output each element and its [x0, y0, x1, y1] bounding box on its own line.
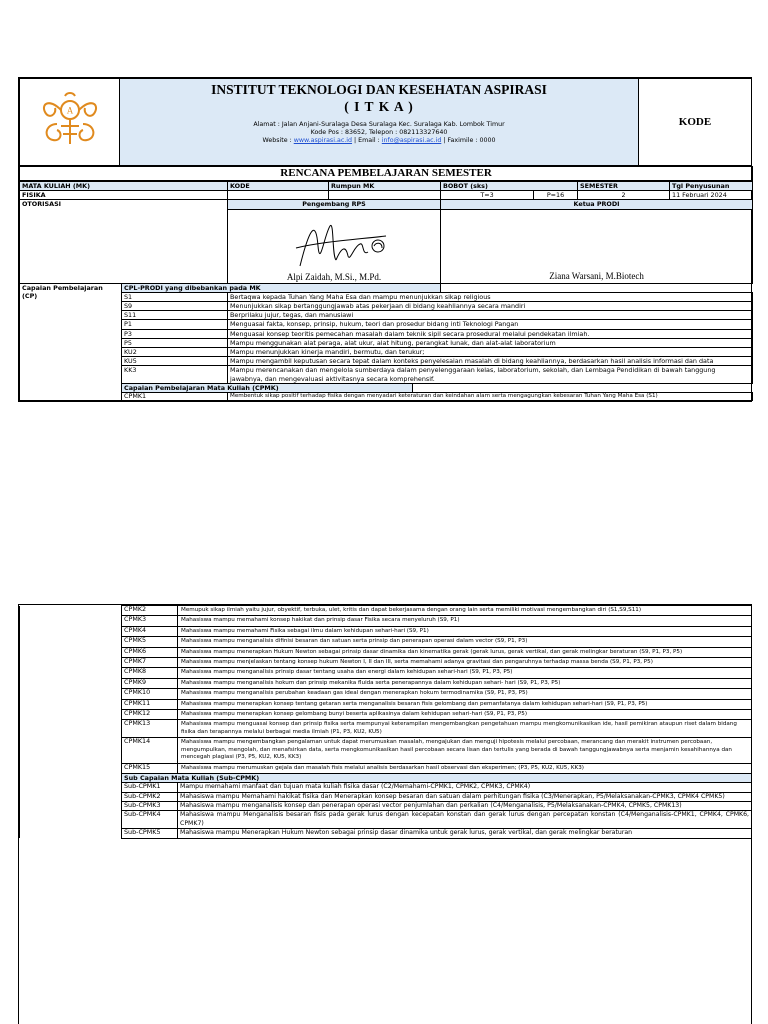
- website-label: Website :: [262, 137, 292, 145]
- cpmk-row: [20, 720, 752, 738]
- institution-address: Alamat : Jalan Anjani-Suralaga Desa Suralaga Kec. Suralaga Kab. Lombok Timur: [253, 121, 505, 128]
- cpmk-row: [20, 616, 752, 626]
- document-title: RENCANA PEMBELAJARAN SEMESTER: [20, 167, 753, 182]
- cpl-code: KU5: [122, 357, 228, 366]
- kode-col-label: KODE: [228, 181, 329, 191]
- cpmk-text: Mahasiswa mampu menganalisis difinisi besaran dan satuan serta prinsip dan penerapan operasi dalam vector (S9, P1, P3): [178, 637, 752, 647]
- bobot-p: P=16: [534, 191, 578, 200]
- semester-label: SEMESTER: [578, 181, 670, 191]
- left-blank: [20, 616, 122, 626]
- institution-abbr: ( I T K A ): [344, 99, 414, 114]
- cpmk-header-blank: [413, 383, 753, 392]
- cpmk-text: Mahasiswa mampu menganalisis perubahan keadaan gas ideal dengan menerapkan hokum termodinamika (S9, P1, P3, P5): [178, 689, 752, 699]
- bobot-label: BOBOT (sks): [441, 181, 578, 191]
- email-link[interactable]: info@aspirasi.ac.id: [381, 137, 442, 145]
- subcpmk-row: [20, 829, 752, 838]
- cpmk-code: CPMK1: [122, 393, 228, 401]
- cpl-text: Mampu menunjukkan kinerja mandiri, bermutu, dan terukur;: [228, 348, 753, 357]
- left-blank: [20, 801, 122, 810]
- developer-label: Pengembang RPS: [228, 200, 441, 209]
- cpl-code: S1: [122, 292, 228, 301]
- cpmk-code: CPMK7: [122, 658, 178, 668]
- subcpmk-text: Mampu memahami manfaat dan tujuan mata kuliah fisika dasar (C2/Memahami-CPMK1, CPMK2, CPMK3, CPMK4): [178, 783, 752, 792]
- head-label: Ketua PRODI: [441, 200, 753, 209]
- left-blank: [20, 783, 122, 792]
- cpmk-code: CPMK15: [122, 763, 178, 773]
- cpl-code: KU2: [122, 348, 228, 357]
- left-blank: [20, 811, 122, 829]
- fax-text: | Faximile : 0000: [443, 137, 496, 145]
- cpl-text: Mampu mengambil keputusan secara tepat dalam konteks penyelesaian masalah di bidang keahliannya, berdasarkan hasil analisis informasi dan data: [228, 357, 753, 366]
- head-name: Ziana Warsani, M.Biotech: [549, 270, 644, 281]
- subcpmk-row: [20, 811, 752, 829]
- cpmk-code: CPMK6: [122, 647, 178, 657]
- left-blank: [20, 647, 122, 657]
- cpmk-text: Mahasiswa mampu menganalisis hokum dan prinsip mekanika fluida serta penerapannya dalam kehidupan sehari- hari (S9, P1, P3, P5): [178, 678, 752, 688]
- left-blank: [20, 710, 122, 720]
- cpmk-code: CPMK11: [122, 699, 178, 709]
- cpl-code: S9: [122, 302, 228, 311]
- kode-value: [228, 191, 329, 200]
- cpmk-row: [20, 710, 752, 720]
- cpmk-code: CPMK13: [122, 720, 178, 738]
- rps-page-2: [18, 604, 752, 1024]
- tgl-value: 11 Februari 2024: [670, 191, 753, 200]
- cpl-code: P5: [122, 338, 228, 347]
- cpmk-text: Mahasiswa mampu memahami Fisika sebagai ilmu dalam kehidupan sehari-hari (S9, P1): [178, 626, 752, 636]
- kode-label: KODE: [639, 79, 752, 166]
- cp-label-line-1: Capaian Pembelajaran: [22, 283, 103, 292]
- logo-cell: [20, 79, 120, 166]
- institution-contact: Kode Pos : 83652, Telepon : 082113327640: [310, 129, 448, 137]
- cpmk-text: Mahasiswa mampu merumuskan gejala dan masalah fisis melalui analisis berdasarkan hasil observasi dan eksperimen; (P3, P5, KU2, KU5, KK3): [178, 763, 752, 773]
- cpmk-text: Mahasiswa mampu menerapkan Hukum Newton sebagai prinsip dasar dinamika dan kinematika gerak (gerak lurus, gerak vertikal, dan gerak melingkar beraturan (S9, P1, P3, P5): [178, 647, 752, 657]
- mk-value: FISIKA: [20, 191, 228, 200]
- subcpmk-code: Sub-CPMK3: [122, 801, 178, 810]
- cp-label: [20, 283, 122, 383]
- bobot-t: T=3: [441, 191, 534, 200]
- left-blank: [20, 763, 122, 773]
- cpmk-row: [20, 606, 752, 616]
- cpmk-header: Capaian Pembelajaran Mata Kuliah (CPMK): [122, 383, 413, 392]
- institution-name: INSTITUT TEKNOLOGI DAN KESEHATAN ASPIRASI: [211, 82, 547, 97]
- subcpmk-row: [20, 801, 752, 810]
- cpmk-code: CPMK8: [122, 668, 178, 678]
- otorisasi-label: OTORISASI: [20, 200, 228, 283]
- subcpmk-header: Sub Capaian Mata Kuliah (Sub-CPMK): [122, 773, 752, 782]
- cpmk-continuation-table: [19, 605, 752, 839]
- cpl-text: Berprilaku jujur, tegas, dan manusiawi: [228, 311, 753, 320]
- left-blank: [20, 626, 122, 636]
- cpl-text: Mampu menggunakan alat peraga, alat ukur, alat hitung, perangkat lunak, dan alat-alat laboratorium: [228, 338, 753, 347]
- cpmk-text: Mahasiswa mampu menerapkan konsep tentang getaran serta menganalisis besaran fisis gelombang dan pemanfatanya dalam kehidupan sehari-hari (S9, P1, P3, P5): [178, 699, 752, 709]
- developer-name: Alpi Zaidah, M.Si., M.Pd.: [286, 271, 382, 282]
- cpmk-row: [20, 658, 752, 668]
- cpl-header-blank: [441, 283, 753, 292]
- left-blank: [20, 829, 122, 838]
- cpmk-code: CPMK4: [122, 626, 178, 636]
- institution-web-line: [122, 137, 636, 145]
- subcpmk-text: Mahasiswa mampu menganalisis konsep dan penerapan operasi vector penjumlahan dan perkalian (C4/Menganalisis, P5/Melaksanakan-CPMK4, CPMK5, CPMK13): [178, 801, 752, 810]
- cpmk-row: [20, 763, 752, 773]
- subcpmk-code: Sub-CPMK1: [122, 783, 178, 792]
- cpmk-row: [20, 647, 752, 657]
- left-blank: [20, 637, 122, 647]
- head-signature-cell: [441, 209, 753, 283]
- cpmk-row: [20, 626, 752, 636]
- cpmk-code: CPMK12: [122, 710, 178, 720]
- cpl-text: Menguasai fakta, konsep, prinsip, hukum, teori dan prosedur bidang inti Teknologi Pangan: [228, 320, 753, 329]
- cpmk-text: Mahasiswa mampu mengembangkan pengalaman untuk dapat merumuskan masalah, mengajukan dan menguji hipotesis melalui percobaan, merancang dan merakit instrumen percobaan, mengumpulkan, mengolah, dan menafsirkan data, serta mengkomunikasikan hasil percobaan secara lisan dan tertulis yang berada di bawah tanggungjawabnya serta menjamin kesahihannya dan mencegah plagiasi (P3, P5, KU2, KU5, KK3): [178, 738, 752, 763]
- subcpmk-text: Mahasiswa mampu Menganalisis besaran fisis pada gerak lurus dengan kecepatan konstan dan gerak lurus dengan percepatan konstan (C4/Menganalisis-CPMK1, CPMK4, CPMK6, CPMK7): [178, 811, 752, 829]
- semester-value: 2: [578, 191, 670, 200]
- cpmk-row: [20, 699, 752, 709]
- cpmk-text: Mahasiswa mampu menganalisis prinsip dasar tentang usaha dan energi dalam kehidupan sehari-hari (S9, P1, P3, P5): [178, 668, 752, 678]
- cpmk-code: CPMK9: [122, 678, 178, 688]
- left-blank: [20, 720, 122, 738]
- institution-logo-icon: [37, 90, 103, 150]
- subcpmk-text: Mahasiswa mampu Memahami hakikat fisika dan Menerapkan konsep besaran dan satuan dalam perhitungan fisika (C3/Menerapkan, P5/Melaksanakan-CPMK3, CPMK4 CPMK5): [178, 792, 752, 801]
- cp-label-line-2: (CP): [22, 291, 38, 300]
- cpl-text: Menguasai konsep teoritis pemecahan masalah dalam teknik sipil secara prosedural melalui pendekatan ilmiah.: [228, 329, 753, 338]
- cp-label-continued: [20, 383, 122, 401]
- cpmk-text: Mahasiswa mampu menerapkan konsep gelombang bunyi beserta aplikasinya dalam kehidupan sehari-hari (S9, P1, P3, P5): [178, 710, 752, 720]
- left-blank: [20, 792, 122, 801]
- subcpmk-text: Mahasiswa mampu Menerapkan Hukum Newton sebagai prinsip dasar dinamika untuk gerak lurus, gerak vertikal, dan gerak melingkar beraturan: [178, 829, 752, 838]
- institution-header: [19, 78, 752, 166]
- institution-info: [120, 79, 639, 166]
- left-blank: [20, 738, 122, 763]
- cpl-text: Menunjukkan sikap bertanggungjawab atas pekerjaan di bidang keahliannya secara mandiri: [228, 302, 753, 311]
- left-blank: [20, 606, 122, 616]
- cpl-code: S11: [122, 311, 228, 320]
- cpmk-text: Mahasiswa mampu menjelaskan tentang konsep hukum Newton I, II dan III, serta memahami adanya gravitasi dan pengaruhnya terhadap massa benda (S9, P1, P3, P5): [178, 658, 752, 668]
- svg-text:A: A: [66, 105, 73, 116]
- cpl-code: P1: [122, 320, 228, 329]
- cpmk-text: Mahasiswa mampu memahami konsep hakikat dan prinsip dasar Fisika secara menyeluruh (S9, P1): [178, 616, 752, 626]
- cpmk-row: [20, 668, 752, 678]
- left-blank: [20, 668, 122, 678]
- mk-label: MATA KULIAH (MK): [20, 181, 228, 191]
- cpmk-text: Mahasiswa mampu menguasai konsep dan prinsip fisika serta mempunyai keterampilan mengembangkan pengetahuan mampu mengkomunikasikan ide, hasil pemikiran ataupun riset dalam bidang fisika dan terapannya melalui berbagai media ilmiah (P1, P3, KU2, KU5): [178, 720, 752, 738]
- cpl-code: KK3: [122, 366, 228, 383]
- website-link[interactable]: www.aspirasi.ac.id: [293, 137, 353, 145]
- left-blank: [20, 699, 122, 709]
- left-blank: [20, 773, 122, 782]
- cpl-code: P3: [122, 329, 228, 338]
- cpl-header: CPL-PRODI yang dibebankan pada MK: [122, 283, 441, 292]
- cpmk-code: CPMK3: [122, 616, 178, 626]
- cpl-text: Bertaqwa kepada Tuhan Yang Maha Esa dan mampu menunjukkan sikap religious: [228, 292, 753, 301]
- cpl-text: Mampu merencanakan dan mengelola sumberdaya dalam penyelenggaraan kelas, laboratorium, sekolah, dan Lembaga Pendidikan di bawah tanggung jawabnya, dan mengevaluasi aktivitasnya secara komprehensif.: [228, 366, 753, 383]
- cpmk-row: [20, 678, 752, 688]
- subcpmk-row: [20, 792, 752, 801]
- left-blank: [20, 678, 122, 688]
- cpmk-code: CPMK2: [122, 606, 178, 616]
- cpmk-row: [20, 689, 752, 699]
- subcpmk-code: Sub-CPMK2: [122, 792, 178, 801]
- cpmk-text: Membentuk sikap positif terhadap fisika dengan menyadari keteraturan dan keindahan alam serta mengagungkan kebesaran Tuhan Yang Maha Esa (S1): [228, 393, 753, 401]
- cpmk-code: CPMK5: [122, 637, 178, 647]
- rps-main-table: [19, 166, 753, 401]
- subcpmk-row: [20, 783, 752, 792]
- email-label: | Email :: [354, 137, 380, 145]
- cpmk-row: [20, 738, 752, 763]
- cpmk-code: CPMK14: [122, 738, 178, 763]
- left-blank: [20, 658, 122, 668]
- subcpmk-code: Sub-CPMK4: [122, 811, 178, 829]
- signature-drawing: [290, 216, 400, 276]
- rumpun-label: Rumpun MK: [329, 181, 441, 191]
- subcpmk-code: Sub-CPMK5: [122, 829, 178, 838]
- cpmk-code: CPMK10: [122, 689, 178, 699]
- cpmk-row: [20, 637, 752, 647]
- tgl-label: Tgl Penyusunan: [670, 181, 753, 191]
- rumpun-value: [329, 191, 441, 200]
- left-blank: [20, 689, 122, 699]
- developer-signature-cell: [228, 209, 441, 283]
- cpmk-text: Memupuk sikap ilmiah yaitu jujur, obyektif, terbuka, ulet, kritis dan dapat bekerjasama dengan orang lain serta memiliki motivasi mengembangkan diri (S1,S9,S11): [178, 606, 752, 616]
- rps-page-1: [18, 77, 752, 402]
